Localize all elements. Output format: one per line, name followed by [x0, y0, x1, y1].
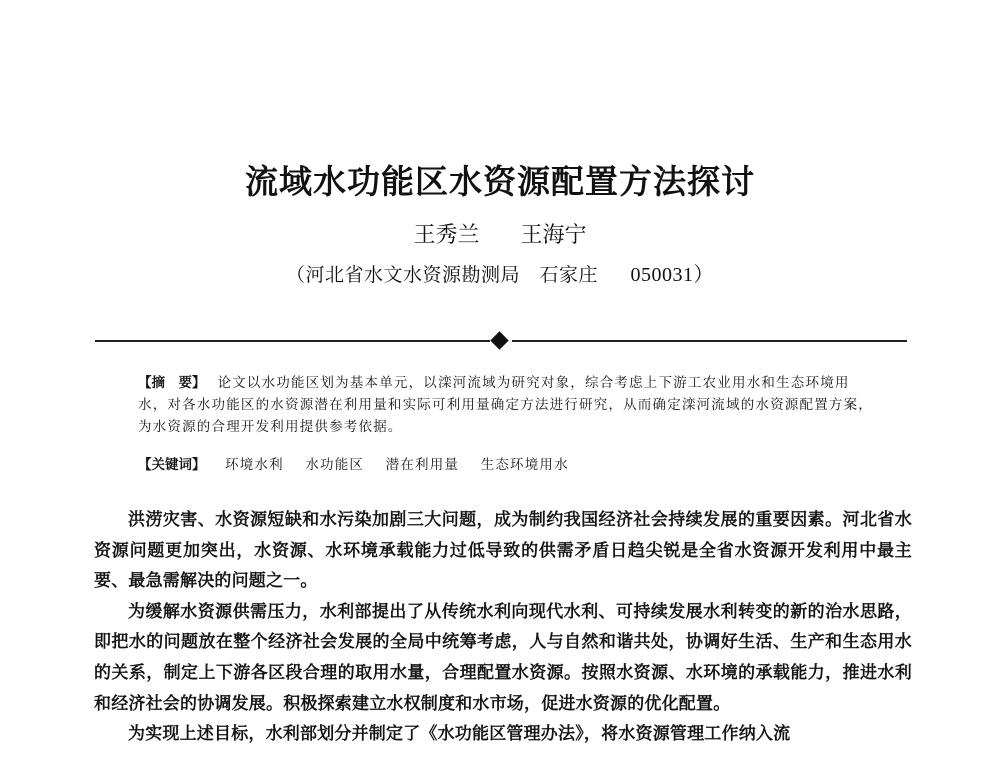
- diamond-ornament-icon: [490, 331, 508, 349]
- keyword: 生态环境用水: [480, 457, 569, 473]
- keyword: 水功能区: [305, 457, 365, 473]
- keywords: [138, 454, 878, 476]
- divider-line-left: [95, 340, 490, 342]
- abstract: [138, 372, 878, 438]
- abstract-text: 论文以水功能区划为基本单元，以滦河流域为研究对象，综合考虑上下游工农业用水和生态环境用水，对各水功能区的水资源潜在利用量和实际可利用量确定方法进行研究，从而确定滦河流域的水资源配置方案，为水资源的合理开发利用提供参考依据。: [138, 375, 873, 435]
- body-paragraph: 洪涝灾害、水资源短缺和水污染加剧三大问题，成为制约我国经济社会持续发展的重要因素。河北省水资源问题更加突出，水资源、水环境承载能力过低导致的供需矛盾日趋尖锐是全省水资源开发利用中最主要、最急需解决的问题之一。: [94, 510, 912, 592]
- paper-title: 流域水功能区水资源配置方法探讨: [245, 162, 755, 201]
- author-list: [0, 219, 1000, 253]
- section-divider: [95, 333, 907, 349]
- affiliation: [0, 260, 1000, 290]
- keyword: 潜在利用量: [385, 457, 460, 473]
- body-paragraph: 为实现上述目标，水利部划分并制定了《水功能区管理办法》，将水资源管理工作纳入流: [128, 724, 791, 745]
- affiliation-org: （河北省水文水资源勘测局 石家庄: [285, 264, 598, 286]
- keywords-label: 【关键词】: [138, 457, 206, 473]
- keyword: 环境水利: [225, 457, 284, 473]
- body-paragraph: 为缓解水资源供需压力，水利部提出了从传统水利向现代水利、可持续发展水利转变的新的治水思路，即把水的问题放在整个经济社会发展的全局中统筹考虑，人与自然和谐共处，协调好生活、生产和生态用水的关系，制定上下游各区段合理的取用水量，合理配置水资源。按照水资源、水环境的承载能力，推进水利和经济社会的协调发展。积极探索建立水权制度和水市场，促进水资源的优化配置。: [94, 601, 912, 714]
- abstract-label: 【摘 要】: [138, 375, 206, 391]
- divider-line-right: [512, 340, 907, 342]
- affiliation-postal-code: 050031）: [630, 264, 715, 286]
- author-name: 王秀兰: [413, 223, 480, 248]
- body-text: [94, 505, 912, 750]
- author-name: 王海宁: [520, 223, 587, 248]
